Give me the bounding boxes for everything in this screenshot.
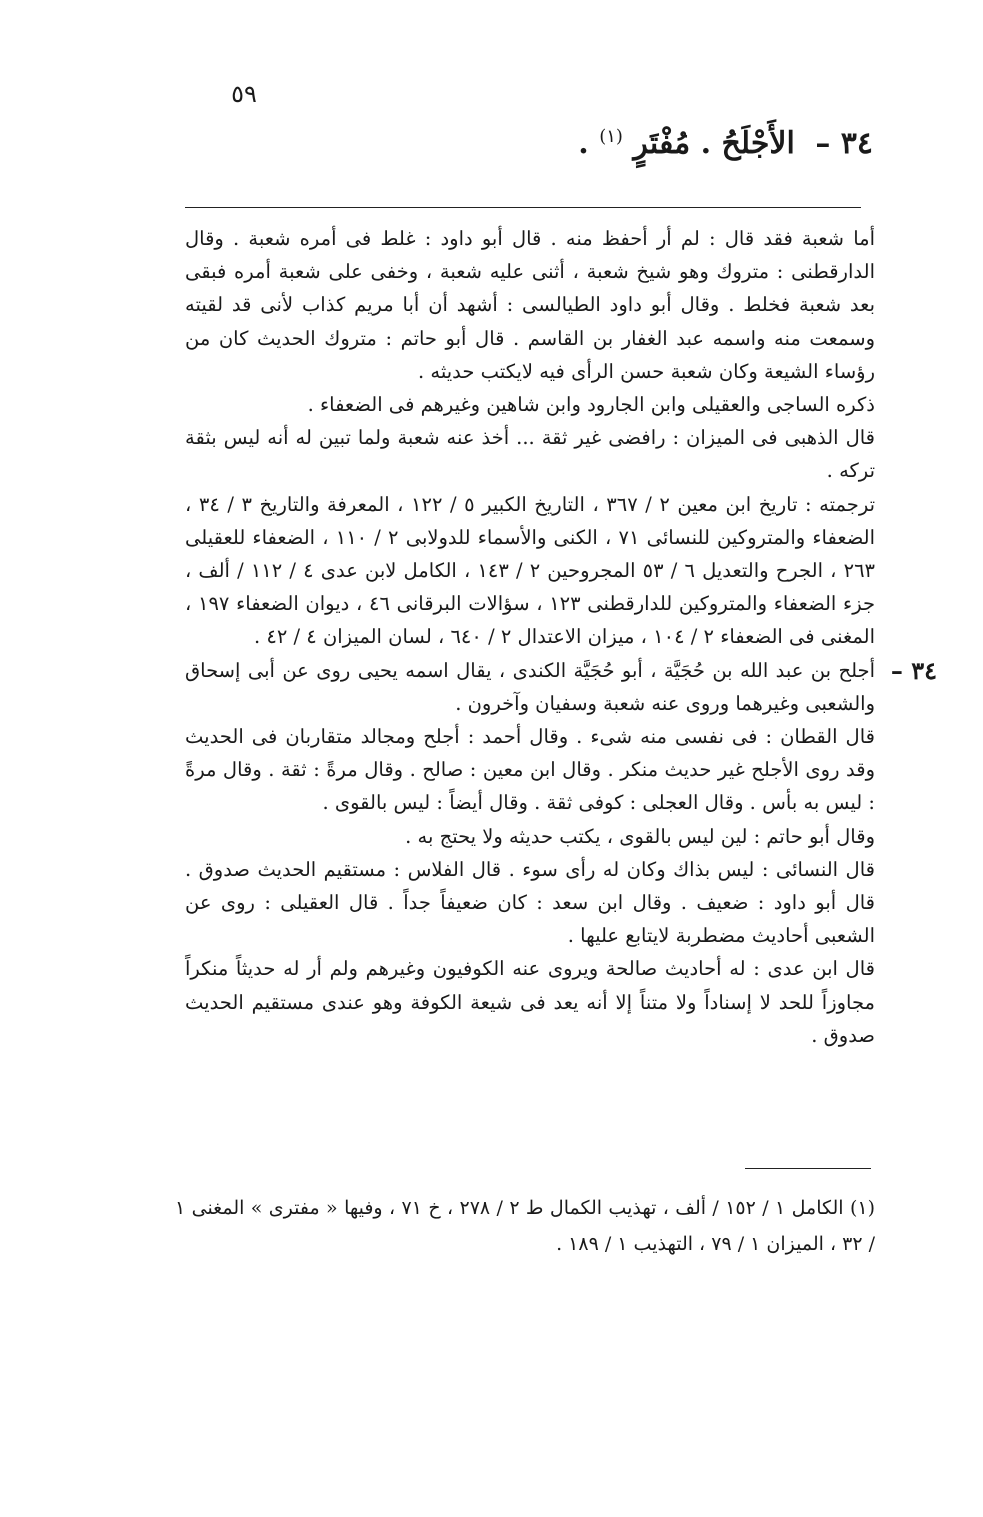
heading-entry-number: ٣٤ – [815,126,873,161]
paragraph-dhahabi: قال الذهبى فى الميزان : رافضى غير ثقة ... أخذ عنه شعبة ولما تبين له أنه ليس بثقة تركه . [185,426,875,483]
entry-first-paragraph: أجلح بن عبد الله بن حُجَيَّة ، أبو حُجَيَّة الكندى ، يقال اسمه يحيى روى عن أبى إسحاق والشعبى وغيرهما وروى عنه شعبة وسفيان وآخرون . [185,658,875,715]
heading-trailing-period: . [578,126,589,161]
paragraph-qattan: قال القطان : فى نفسى منه شىء . وقال أحمد : أجلح ومجالد متقاربان فى الحديث وقد روى الأجلح غير حديث منكر . وقال ابن معين : صالح . وقال مرةً : ثقة . وقال مرةً : ليس به بأس . وقال العجلى : كوفى ثقة . وقال أيضاً : ليس بالقوى . [185,725,875,815]
heading-footnote-ref: (١) [599,126,623,147]
page-number: ٥٩ [231,80,257,108]
heading-title: الأَجْلَحُ . مُفْتَرٍ [633,126,795,161]
paragraph-mentioned-weak: ذكره الساجى والعقيلى وابن الجارود وابن شاهين وغيرهم فى الضعفاء . [307,393,875,417]
entry-number: ٣٤ – [890,655,937,685]
paragraph-shuba: أما شعبة فقد قال : لم أر أحفظ منه . قال أبو داود : غلط فى أمره شعبة . وقال الدارقطنى : متروك وهو شيخ شعبة ، أثنى عليه شعبة ، وخفى على شعبة أمره فبقى بعد شعبة فخلط . وقال أبو داود الطيالسى : أشهد أن أبا مريم كذاب لأنى قد لقيته وسمعت منه واسمه عبد الغفار بن القاسم . قال أبو حاتم : متروك الحديث كان من رؤساء الشيعة وكان شعبة حسن الرأى فيه لايكتب حديثه . [185,227,875,383]
entry-heading [353,126,873,161]
footnote-rule [745,1168,871,1169]
paragraph-biography-sources: ترجمته : تاريخ ابن معين ٢ / ٣٦٧ ، التاريخ الكبير ٥ / ١٢٢ ، المعرفة والتاريخ ٣ / ٣٤ ، الضعفاء والمتروكين للنسائى ٧١ ، الكنى والأسماء للدولابى ٢ / ١١٠ ، الضعفاء للعقيلى ٢٦٣ ، الجرح والتعديل ٦ / ٥٣ المجروحين ٢ / ١٤٣ ، الكامل لابن عدى ٤ / ١١٢ / ألف ، جزء الضعفاء والمتروكين للدارقطنى ١٢٣ ، سؤالات البرقانى ٤٦ ، ديوان الضعفاء ١٩٧ ، المغنى فى الضعفاء ٢ / ١٠٤ ، ميزان الاعتدال ٢ / ٦٤٠ ، لسان الميزان ٤ / ٤٢ . [185,492,876,649]
entry-34 [185,654,937,720]
paragraph-ibn-adi: قال ابن عدى : له أحاديث صالحة ويروى عنه الكوفيون وغيرهم ولم أر له حديثاً منكراً مجاوزاً للحد لا إسناداً ولا متناً إلا أنه يعد فى شيعة الكوفة وهو عندى مستقيم الحديث صدوق . [185,957,875,1047]
paragraph-nasai: قال النسائى : ليس بذاك وكان له رأى سوء . قال الفلاس : مستقيم الحديث صدوق . قال أبو داود : ضعيف . وقال ابن سعد : كان ضعيفاً جداً . قال العقيلى : روى عن الشعبى أحاديث مضطربة لايتابع عليها . [185,857,875,948]
footnote: (١) الكامل ١ / ١٥٢ / ألف ، تهذيب الكمال ط ٢ / ٢٧٨ ، خ ٧١ ، وفيها « مفترى » المغنى ١ / ٣٢ ، الميزان ١ / ٧٩ ، التهذيب ١ / ١٨٩ . [175,1197,875,1255]
paragraph-abu-hatim: وقال أبو حاتم : لين ليس بالقوى ، يكتب حديثه ولا يحتج به . [405,824,875,848]
header-rule [185,207,861,208]
body-text [185,222,937,1052]
